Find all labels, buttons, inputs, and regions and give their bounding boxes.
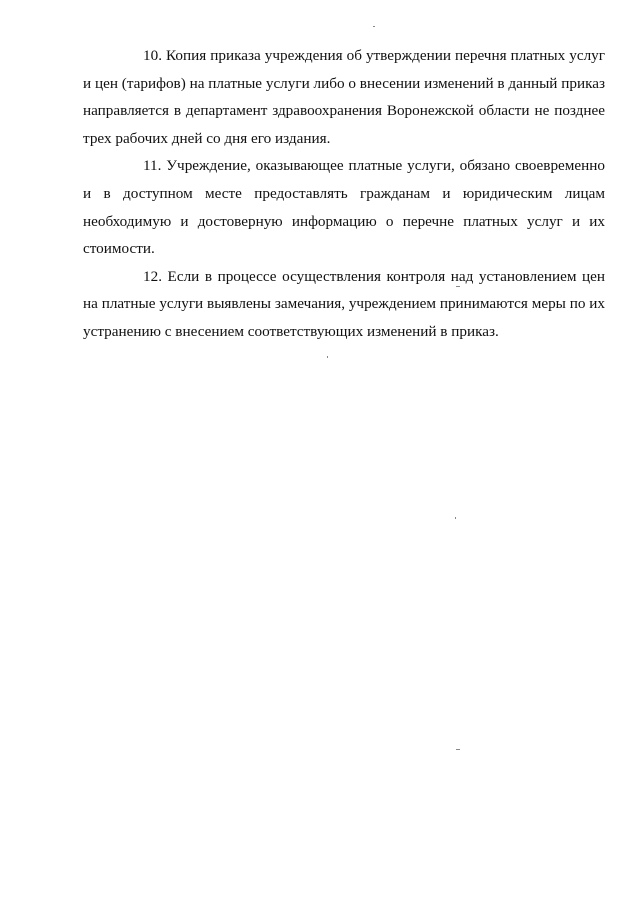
paragraph-11: 11. Учреждение, оказывающее платные услуги, обязано своевременно и в доступном месте предоставлять гражданам и юридическим лицам необходимую и достоверную информацию о перечне платных услуг и их стоимости. <box>83 157 605 258</box>
scan-artifact <box>327 356 328 358</box>
paragraph-12: 12. Если в процессе осуществления контроля над установлением цен на платные услуги выявлены замечания, учреждением принимаются меры по их устранению с внесением соответствующих изменений в приказ. <box>83 267 605 340</box>
scan-artifact <box>456 286 460 287</box>
scan-artifact <box>455 517 456 519</box>
paragraph-10: 10. Копия приказа учреждения об утверждении перечня платных услуг и цен (тарифов) на платные услуги либо о внесении изменений в данный приказ направляется в департамент здравоохранения Воронежской области не позднее трех рабочих дней со дня его издания. <box>83 47 605 147</box>
scan-artifact <box>456 749 460 750</box>
document-body <box>83 42 605 346</box>
scan-artifact <box>373 26 375 27</box>
